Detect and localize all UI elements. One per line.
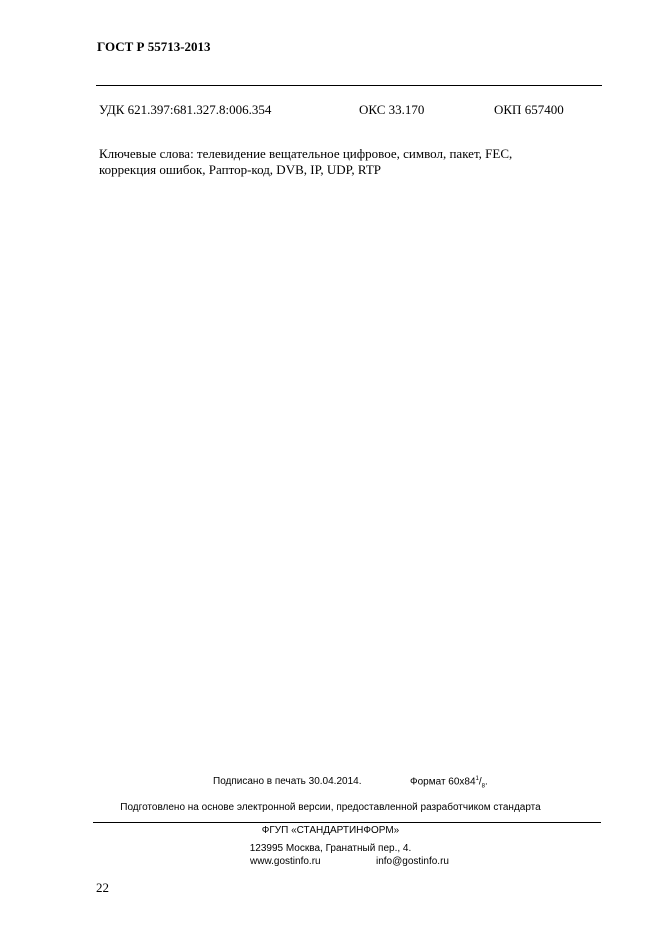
paper-format: Формат $60х84^1/_8$.: [410, 776, 488, 790]
udk-code: УДК 621.397:681.327.8:006.354: [99, 102, 272, 117]
page-number: 22: [96, 880, 109, 895]
paper-format-denominator: 8: [481, 783, 486, 790]
paper-format-end: .: [485, 776, 488, 788]
publisher-email: info@gostinfo.ru: [376, 856, 449, 867]
keywords-line-1: Ключевые слова: телевидение вещательное цифровое, символ, пакет, FEC,: [99, 146, 513, 161]
publisher-name: ФГУП «СТАНДАРТИНФОРМ»: [261, 825, 400, 836]
signed-date: Подписано в печать 30.04.2014.: [213, 776, 362, 787]
publisher-address: 123995 Москва, Гранатный пер., 4.: [249, 843, 412, 854]
document-code: ГОСТ Р 55713-2013: [97, 39, 211, 54]
keywords-line-2: коррекция ошибок, Раптор-код, DVB, IP, UDP, RTP: [99, 162, 381, 177]
header-divider: [96, 85, 602, 86]
okp-code: ОКП 657400: [494, 102, 564, 117]
paper-format-numerator: 1: [475, 776, 479, 782]
imprint-divider: [93, 822, 601, 823]
prepared-note: Подготовлено на основе электронной версии, предоставленной разработчиком стандарта: [120, 802, 541, 813]
publisher-website: www.gostinfo.ru: [250, 856, 321, 867]
oks-code: ОКС 33.170: [359, 102, 425, 117]
paper-format-label: Формат 60х84: [410, 776, 476, 788]
